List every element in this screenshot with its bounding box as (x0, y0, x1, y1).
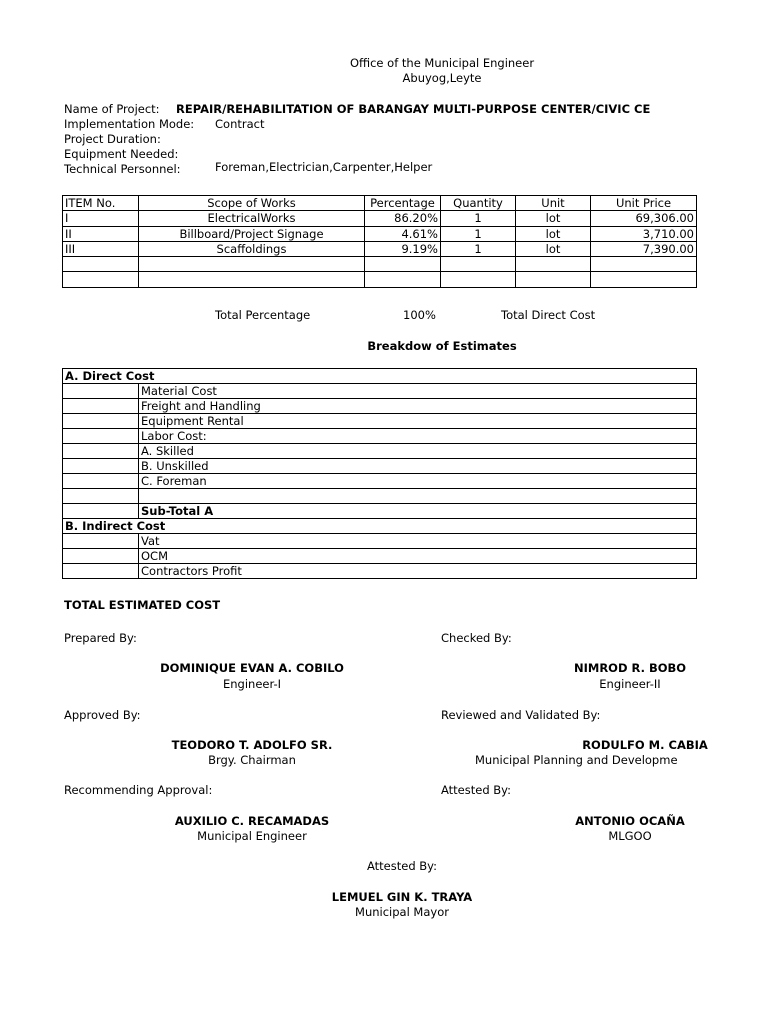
items-table-header-cell: Quantity (441, 196, 516, 211)
attested-by-title-2: Municipal Mayor (355, 905, 449, 919)
total-percentage-value: 100% (403, 308, 436, 322)
breakdown-row (63, 534, 697, 549)
reviewed-by-name: RODULFO M. CABIA (582, 738, 708, 752)
breakdown-section-heading: A. Direct Cost (63, 369, 697, 384)
breakdown-item-label: Sub-Total A (139, 504, 697, 519)
breakdown-row (63, 459, 697, 474)
breakdown-item-label: Vat (139, 534, 697, 549)
breakdown-item-label (139, 489, 697, 504)
table-cell: 86.20% (365, 211, 441, 226)
breakdown-table (62, 368, 697, 579)
breakdown-row (63, 414, 697, 429)
table-cell (139, 257, 365, 272)
recommending-approval-title: Municipal Engineer (197, 829, 307, 843)
breakdown-row (63, 564, 697, 579)
table-cell (516, 272, 591, 287)
breakdown-cell-left (63, 384, 139, 399)
breakdown-cell-left (63, 459, 139, 474)
reviewed-by-label: Reviewed and Validated By: (441, 708, 601, 722)
table-cell: Scaffoldings (139, 241, 365, 256)
breakdown-row (63, 369, 697, 384)
table-cell: 1 (441, 226, 516, 241)
table-cell: 3,710.00 (591, 226, 697, 241)
table-row (63, 257, 697, 272)
table-row (63, 241, 697, 256)
table-cell (441, 257, 516, 272)
items-table-header-row (63, 196, 697, 211)
attested-by-label-1: Attested By: (441, 783, 512, 797)
attested-by-label-2: Attested By: (366, 859, 438, 873)
breakdown-item-label: Material Cost (139, 384, 697, 399)
attested-by-name-2: LEMUEL GIN K. TRAYA (331, 890, 473, 904)
total-estimated-cost-label: TOTAL ESTIMATED COST (64, 598, 221, 612)
checked-by-title: Engineer-II (599, 677, 661, 691)
reviewed-by-title: Municipal Planning and Developme (475, 753, 678, 767)
breakdown-row (63, 519, 697, 534)
approved-by-name: TEODORO T. ADOLFO SR. (171, 738, 333, 752)
table-cell: lot (516, 211, 591, 226)
breakdown-item-label: Freight and Handling (139, 399, 697, 414)
table-cell (591, 272, 697, 287)
implementation-mode-label: Implementation Mode: (64, 117, 195, 131)
table-row (63, 226, 697, 241)
table-cell: lot (516, 226, 591, 241)
prepared-by-name: DOMINIQUE EVAN A. COBILO (160, 661, 344, 675)
table-cell: 69,306.00 (591, 211, 697, 226)
breakdown-item-label: OCM (139, 549, 697, 564)
breakdown-cell-left (63, 564, 139, 579)
breakdown-row (63, 489, 697, 504)
recommending-approval-label: Recommending Approval: (64, 783, 213, 797)
approved-by-label: Approved By: (64, 708, 141, 722)
breakdown-item-label: Labor Cost: (139, 429, 697, 444)
table-cell: 4.61% (365, 226, 441, 241)
breakdown-cell-left (63, 549, 139, 564)
table-cell (591, 257, 697, 272)
table-cell (441, 272, 516, 287)
table-cell: 1 (441, 211, 516, 226)
breakdown-row (63, 429, 697, 444)
table-cell: II (63, 226, 139, 241)
checked-by-name: NIMROD R. BOBO (573, 661, 687, 675)
attested-by-name-1: ANTONIO OCAÑA (575, 814, 685, 828)
implementation-mode-value: Contract (215, 117, 265, 131)
breakdown-item-label: A. Skilled (139, 444, 697, 459)
table-cell (63, 272, 139, 287)
table-cell: lot (516, 241, 591, 256)
table-cell (516, 257, 591, 272)
breakdown-title: Breakdow of Estimates (367, 339, 517, 353)
breakdown-item-label: B. Unskilled (139, 459, 697, 474)
breakdown-row (63, 474, 697, 489)
approved-by-title: Brgy. Chairman (208, 753, 296, 767)
technical-personnel-label: Technical Personnel: (64, 162, 181, 176)
table-cell (365, 272, 441, 287)
table-cell (63, 257, 139, 272)
table-cell: 9.19% (365, 241, 441, 256)
total-percentage-label: Total Percentage (215, 308, 311, 322)
items-table-header-cell: Percentage (365, 196, 441, 211)
items-table (62, 195, 697, 288)
table-cell (139, 272, 365, 287)
table-cell: I (63, 211, 139, 226)
breakdown-item-label: Contractors Profit (139, 564, 697, 579)
total-direct-cost-label: Total Direct Cost (501, 308, 596, 322)
table-cell: 1 (441, 241, 516, 256)
prepared-by-title: Engineer-I (222, 677, 282, 691)
table-cell: 7,390.00 (591, 241, 697, 256)
office-location: Abuyog,Leyte (402, 71, 482, 85)
breakdown-cell-left (63, 474, 139, 489)
technical-personnel-value: Foreman,Electrician,Carpenter,Helper (215, 160, 433, 174)
equipment-needed-label: Equipment Needed: (64, 147, 179, 161)
office-title: Office of the Municipal Engineer (349, 56, 535, 70)
breakdown-row (63, 444, 697, 459)
breakdown-row (63, 549, 697, 564)
items-table-header-cell: Unit (516, 196, 591, 211)
breakdown-item-label: Equipment Rental (139, 414, 697, 429)
breakdown-row (63, 504, 697, 519)
table-row (63, 211, 697, 226)
breakdown-row (63, 384, 697, 399)
breakdown-row (63, 399, 697, 414)
breakdown-cell-left (63, 399, 139, 414)
table-row (63, 272, 697, 287)
breakdown-cell-left (63, 429, 139, 444)
project-duration-label: Project Duration: (64, 132, 161, 146)
table-cell (365, 257, 441, 272)
project-name-value: REPAIR/REHABILITATION OF BARANGAY MULTI-PURPOSE CENTER/CIVIC CE (176, 102, 651, 116)
checked-by-label: Checked By: (441, 631, 512, 645)
project-name-label: Name of Project: (64, 102, 160, 116)
breakdown-cell-left (63, 534, 139, 549)
prepared-by-label: Prepared By: (64, 631, 137, 645)
breakdown-cell-left (63, 414, 139, 429)
table-cell: ElectricalWorks (139, 211, 365, 226)
recommending-approval-name: AUXILIO C. RECAMADAS (174, 814, 330, 828)
items-table-header-cell: Unit Price (591, 196, 697, 211)
table-cell: III (63, 241, 139, 256)
table-cell: Billboard/Project Signage (139, 226, 365, 241)
breakdown-cell-left (63, 504, 139, 519)
breakdown-cell-left (63, 489, 139, 504)
breakdown-item-label: C. Foreman (139, 474, 697, 489)
attested-by-title-1: MLGOO (608, 829, 652, 843)
breakdown-cell-left (63, 444, 139, 459)
items-table-header-cell: ITEM No. (63, 196, 139, 211)
items-table-header-cell: Scope of Works (139, 196, 365, 211)
breakdown-section-heading: B. Indirect Cost (63, 519, 697, 534)
